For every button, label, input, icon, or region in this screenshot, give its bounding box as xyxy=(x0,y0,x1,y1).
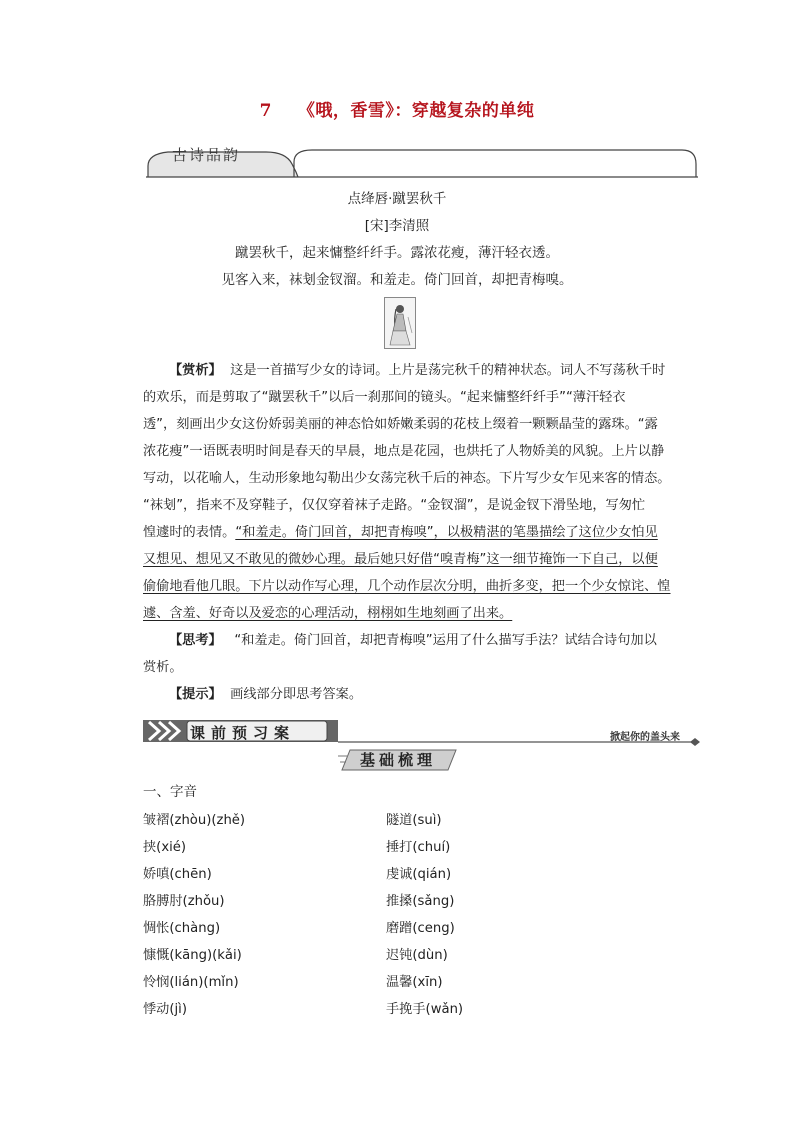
word-left-8: 悸动(jì) xyxy=(143,1002,187,1017)
word-right-6: 迟钝(dùn) xyxy=(386,948,448,963)
word-left-4: 胳膊肘(zhǒu) xyxy=(143,894,225,909)
poem-name: 点绛唇·蹴罢秋千 xyxy=(347,191,447,207)
analysis-label: 【赏析】 xyxy=(169,363,222,378)
hint-label: 【提示】 xyxy=(169,687,222,702)
hint-text: 画线部分即思考答案。 xyxy=(230,687,363,702)
analysis-line-7a: 惶遽时的表情。 xyxy=(143,525,236,540)
analysis-underlined-2: 偷偷地看他几眼。下片以动作写心理，几个动作层次分明，曲折多变，把一个少女惊诧、惶 xyxy=(143,579,671,594)
analysis-line-6: “袜刬”，指来不及穿鞋子，仅仅穿着袜子走路。“金钗溜”，是说金钗下滑坠地，写匆忙 xyxy=(143,498,646,513)
word-right-4: 推搡(sǎng) xyxy=(386,894,455,909)
subsection-title: 基础梳理 xyxy=(360,751,437,769)
pronunciation-heading: 一、字音 xyxy=(143,784,197,800)
word-left-2: 挟(xié) xyxy=(143,840,187,855)
think-label: 【思考】 xyxy=(169,633,222,648)
chapter-title-text: 《哦，香雪》：穿越复杂的单纯 xyxy=(297,101,535,121)
section-tag: 古诗品韵 xyxy=(172,146,241,164)
word-left-3: 娇嗔(chēn) xyxy=(143,867,212,882)
think-line-1: “和羞走。倚门回首，却把青梅嗅”运用了什么描写手法？试结合诗句加以 xyxy=(234,633,657,648)
chapter-title xyxy=(0,96,794,121)
analysis-line-1: 这是一首描写少女的诗词。上片是荡完秋千的精神状态。词人不写荡秋千时 xyxy=(230,363,666,378)
think-line-2: 赏析。 xyxy=(143,660,183,675)
analysis-block xyxy=(143,357,683,708)
word-left-5: 惆怅(chàng) xyxy=(143,921,221,936)
word-right-7: 温馨(xīn) xyxy=(386,975,443,990)
poem-author: [宋]李清照 xyxy=(364,218,430,234)
girl-illustration xyxy=(384,297,416,349)
word-right-8: 手挽手(wǎn) xyxy=(386,1002,464,1017)
word-left-1: 皱褶(zhòu)(zhě) xyxy=(143,813,246,828)
word-right-5: 磨蹭(ceng) xyxy=(386,921,455,936)
poem-line-1: 蹴罢秋千，起来慵整纤纤手。露浓花瘦，薄汗轻衣透。 xyxy=(235,245,559,261)
analysis-line-2: 的欢乐，而是剪取了“蹴罢秋千”以后一刹那间的镜头。“起来慵整纤纤手”“薄汗轻衣 xyxy=(143,390,626,405)
analysis-line-5: 写动，以花喻人，生动形象地勾勒出少女荡完秋千后的神态。下片写少女乍见来客的情态。 xyxy=(143,471,671,486)
analysis-line-4: 浓花瘦”一语既表明时间是春天的早晨，地点是花园，也烘托了人物娇美的风貌。上片以静 xyxy=(143,444,665,459)
chapter-number: 7 xyxy=(259,101,272,121)
poem-line-2: 见客入来，袜刬金钗溜。和羞走。倚门回首，却把青梅嗅。 xyxy=(221,272,573,288)
word-right-1: 隧道(suì) xyxy=(386,813,442,828)
section-title: 课前预习案 xyxy=(190,724,296,742)
word-right-3: 虔诚(qián) xyxy=(386,867,452,882)
word-left-7: 怜悯(lián)(mǐn) xyxy=(143,975,239,990)
analysis-underlined-1: 又想见、想见又不敢见的微妙心理。最后她只好借“嗅青梅”这一细节掩饰一下自己，以便 xyxy=(143,552,658,567)
analysis-underlined-3: 遽、含羞、好奇以及爱恋的心理活动，栩栩如生地刻画了出来。 xyxy=(143,606,513,621)
section-right-text: 掀起你的盖头来 xyxy=(610,732,680,743)
word-left-6: 慷慨(kāng)(kǎi) xyxy=(143,948,242,963)
analysis-line-7b: “和羞走。倚门回首，却把青梅嗅”，以极精湛的笔墨描绘了这位少女怕见 xyxy=(235,525,658,540)
analysis-line-3: 透”，刻画出少女这份娇弱美丽的神态恰如娇嫩柔弱的花枝上缀着一颗颗晶莹的露珠。“露 xyxy=(143,417,658,432)
word-right-2: 捶打(chuí) xyxy=(386,840,451,855)
